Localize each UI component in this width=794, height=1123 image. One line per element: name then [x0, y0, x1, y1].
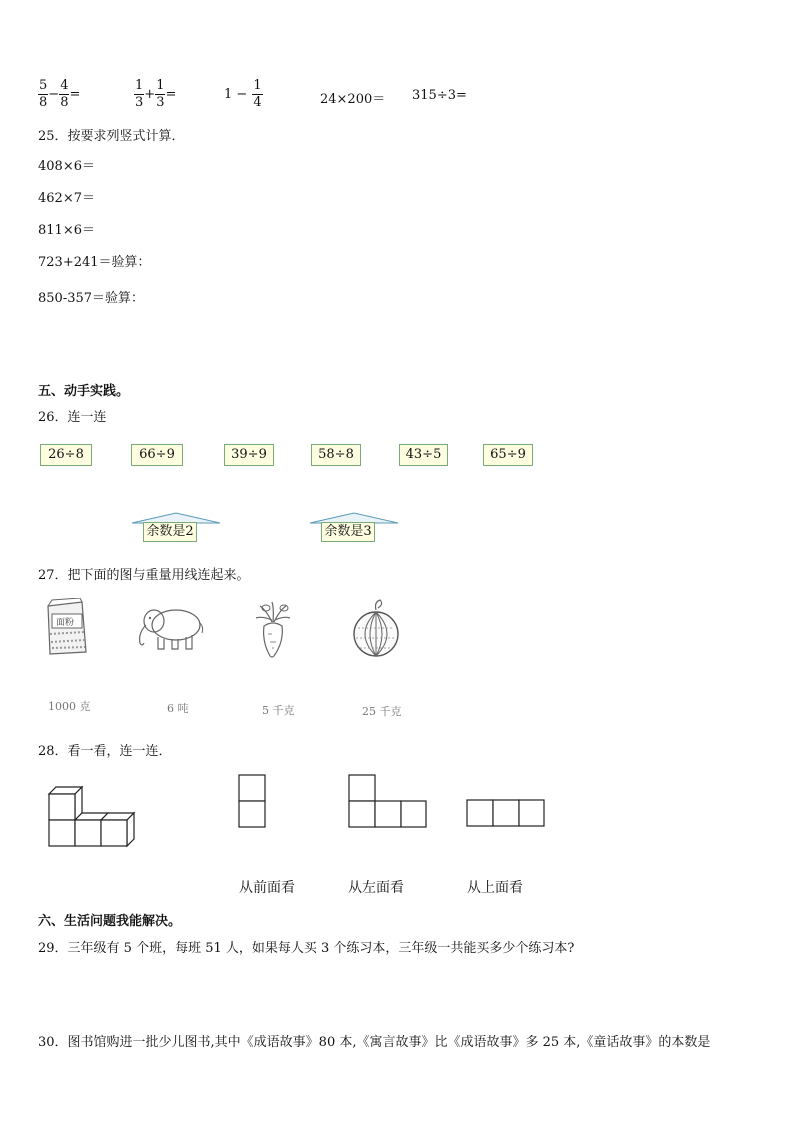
question-29-text: 29．三年级有 5 个班，每班 51 人，如果每人买 3 个练习本，三年级一共能买多少个练习本?	[38, 941, 575, 956]
division-card-2: 66÷9	[131, 444, 183, 466]
section-6-title: 六、生活问题我能解决。	[38, 914, 182, 929]
view-label-top: 从上面看	[467, 880, 523, 896]
question-27-title: 27．把下面的图与重量用线连起来。	[38, 568, 250, 583]
expression-5: 315÷3=	[412, 88, 467, 103]
division-card-1: 26÷8	[40, 444, 92, 466]
section-5-title: 五、动手实践。	[38, 384, 130, 399]
radish-icon	[252, 600, 294, 662]
flour-bag-icon	[42, 598, 90, 658]
elephant-icon	[134, 603, 206, 655]
division-card-6: 65÷9	[483, 444, 533, 466]
calc-line-3: 811×6＝	[38, 223, 95, 238]
remainder-2-box: 余数是2	[143, 522, 197, 542]
expression-1: $\frac{5}{8}$ − $\frac{4}{8}$ =	[39, 78, 81, 110]
expression-3: 1 − $\frac{1}{4}$	[224, 78, 262, 110]
weight-label-2: 6 吨	[167, 702, 189, 715]
cube-stack-icon	[46, 784, 138, 848]
division-card-4: 58÷8	[311, 444, 361, 466]
view-shape-2	[348, 774, 428, 828]
expression-2: $\frac{1}{3}$ + $\frac{1}{3}$ =	[135, 78, 177, 110]
division-card-5: 43÷5	[399, 444, 448, 466]
view-label-front: 从前面看	[239, 880, 295, 896]
svg-text:面粉: 面粉	[56, 618, 75, 628]
weight-label-3: 5 千克	[262, 704, 295, 717]
watermelon-icon	[350, 598, 402, 662]
calc-line-2: 462×7＝	[38, 191, 95, 206]
question-26-title: 26．连一连	[38, 410, 107, 425]
weight-label-1: 1000 克	[48, 700, 91, 713]
question-25-title: 25．按要求列竖式计算．	[38, 129, 185, 144]
expression-4: 24×200＝	[320, 92, 386, 107]
calc-line-1: 408×6＝	[38, 159, 95, 174]
view-shape-1	[238, 774, 268, 828]
question-30-text: 30．图书馆购进一批少儿图书,其中《成语故事》80 本,《寓言故事》比《成语故事》多 25 本,《童话故事》的本数是	[38, 1035, 711, 1050]
division-card-3: 39÷9	[224, 444, 274, 466]
calc-line-4: 723+241＝验算：	[38, 255, 151, 270]
weight-label-4: 25 千克	[362, 705, 402, 718]
view-label-left: 从左面看	[348, 880, 404, 896]
view-shape-3	[466, 799, 546, 827]
question-28-title: 28．看一看，连一连．	[38, 744, 172, 759]
calc-line-5: 850-357＝验算：	[38, 291, 145, 306]
remainder-3-box: 余数是3	[321, 522, 375, 542]
